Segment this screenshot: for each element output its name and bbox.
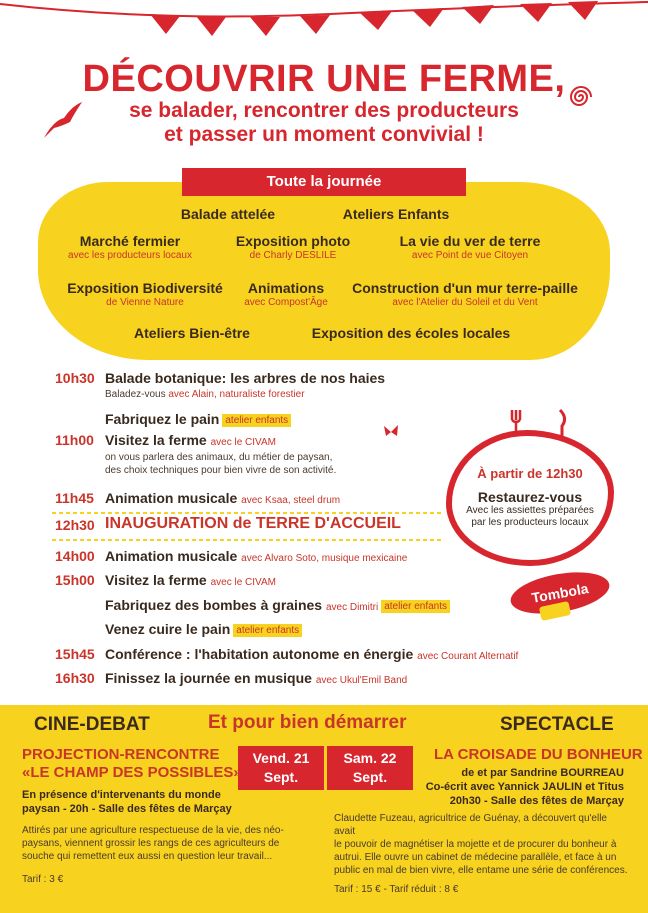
activity-item: Balade attelée xyxy=(180,206,276,222)
event-title: Finissez la journée en musique avec Ukul'Emil Band xyxy=(105,670,408,686)
tombola-badge: Tombola xyxy=(507,566,612,621)
cine-debat-heading: CINE-DEBAT xyxy=(34,714,150,735)
activity-item: Marché fermier avec les producteurs locaux xyxy=(68,233,192,261)
activity-item: Ateliers Bien-être xyxy=(134,325,250,341)
activity-item: Ateliers Enfants xyxy=(342,206,450,222)
event-time: 15h00 xyxy=(55,572,95,588)
event-time: 10h30 xyxy=(55,370,95,386)
activity-item: Exposition photo de Charly DESLILE xyxy=(235,233,351,261)
kids-workshop-tag: atelier enfants xyxy=(381,600,450,613)
event-title: Visitez la ferme avec le CIVAM xyxy=(105,572,276,588)
activity-item: Animations avec Compost'Âge xyxy=(244,280,328,308)
spectacle-heading: SPECTACLE xyxy=(500,714,614,735)
event-time: 11h00 xyxy=(55,432,94,448)
event-time: 16h30 xyxy=(55,670,95,686)
bunting-decoration xyxy=(0,0,648,40)
activity-item: Exposition Biodiversité de Vienne Nature xyxy=(67,280,223,308)
event-title: Fabriquez le pain atelier enfants xyxy=(105,411,291,427)
page-title: DÉCOUVRIR UNE FERME, xyxy=(82,58,566,100)
event-title: Balade botanique: les arbres de nos haies xyxy=(105,370,386,386)
show-title: LA CROISADE DU BONHEUR xyxy=(434,746,643,763)
event-title: Animation musicale avec Ksaa, steel drum xyxy=(105,490,341,506)
event-title: Fabriquez des bombes à graines avec Dimitri atelier enfants xyxy=(105,597,450,613)
center-heading: Et pour bien démarrer xyxy=(208,712,407,733)
butterfly-icon xyxy=(382,424,400,440)
event-title: Visitez la ferme avec le CIVAM xyxy=(105,432,276,448)
event-time: 15h45 xyxy=(55,646,95,662)
all-day-label: Toute la journée xyxy=(182,168,466,196)
film-info: En présence d'intervenants du monde paysan - 20h - Salle des fêtes de Marçay xyxy=(22,789,232,815)
date-badge-friday: Vend. 21 Sept. xyxy=(238,746,324,790)
event-title: Animation musicale avec Alvaro Soto, musique mexicaine xyxy=(105,548,408,564)
film-description: Attirés par une agriculture respectueuse de la vie, des néo- paysans, viennent grossir les rangs de ces agriculteurs de souche qui remettent eux aussi en question leur travail... Tarif : 3 € xyxy=(22,825,284,885)
inauguration-title: INAUGURATION de TERRE D'ACCUEIL xyxy=(105,515,401,532)
event-description: on vous parlera des animaux, du métier de paysan, des choix techniques pour bien vivre de son activité. xyxy=(105,452,337,476)
event-title: Venez cuire le pain atelier enfants xyxy=(105,621,302,637)
event-subtitle: Baladez-vous avec Alain, naturaliste forestier xyxy=(105,389,305,400)
activity-item: La vie du ver de terre avec Point de vue Citoyen xyxy=(399,233,541,261)
activity-item: Construction d'un mur terre-paille avec l'Atelier du Soleil et du Vent xyxy=(352,280,578,308)
activity-item: Exposition des écoles locales xyxy=(311,325,511,341)
kids-workshop-tag: atelier enfants xyxy=(222,414,291,427)
divider-line xyxy=(52,537,442,543)
event-title: Conférence : l'habitation autonome en énergie avec Courant Alternatif xyxy=(105,646,519,662)
show-description: Claudette Fuzeau, agricultrice de Guénay, a découvert qu'elle avait le pouvoir de magnétiser la mojette et de procurer du bonheur à autrui. Elle ouvre un cabinet de médecine parallèle, et face à un public en mal de bien vivre, elle entame une série de conférences. Tarif : 15 € - Tarif réduit : 8 € xyxy=(334,813,628,895)
event-time: 14h00 xyxy=(55,548,95,564)
lunch-plate: À partir de 12h30 Restaurez-vous Avec les assiettes préparées par les producteurs locaux xyxy=(446,430,614,566)
kids-workshop-tag: atelier enfants xyxy=(233,624,302,637)
film-title: PROJECTION-RENCONTRE «LE CHAMP DES POSSIBLES» xyxy=(22,746,242,781)
page-subtitle: se balader, rencontrer des producteurs et passer un moment convivial ! xyxy=(129,99,519,146)
date-badge-saturday: Sam. 22 Sept. xyxy=(327,746,413,790)
event-time: 11h45 xyxy=(55,490,94,506)
event-time: 12h30 xyxy=(55,517,95,533)
ticket-icon xyxy=(538,600,572,622)
show-info: de et par Sandrine BOURREAU Co-écrit avec Yannick JAULIN et Titus 20h30 - Salle des fêtes de Marçay xyxy=(425,767,624,807)
